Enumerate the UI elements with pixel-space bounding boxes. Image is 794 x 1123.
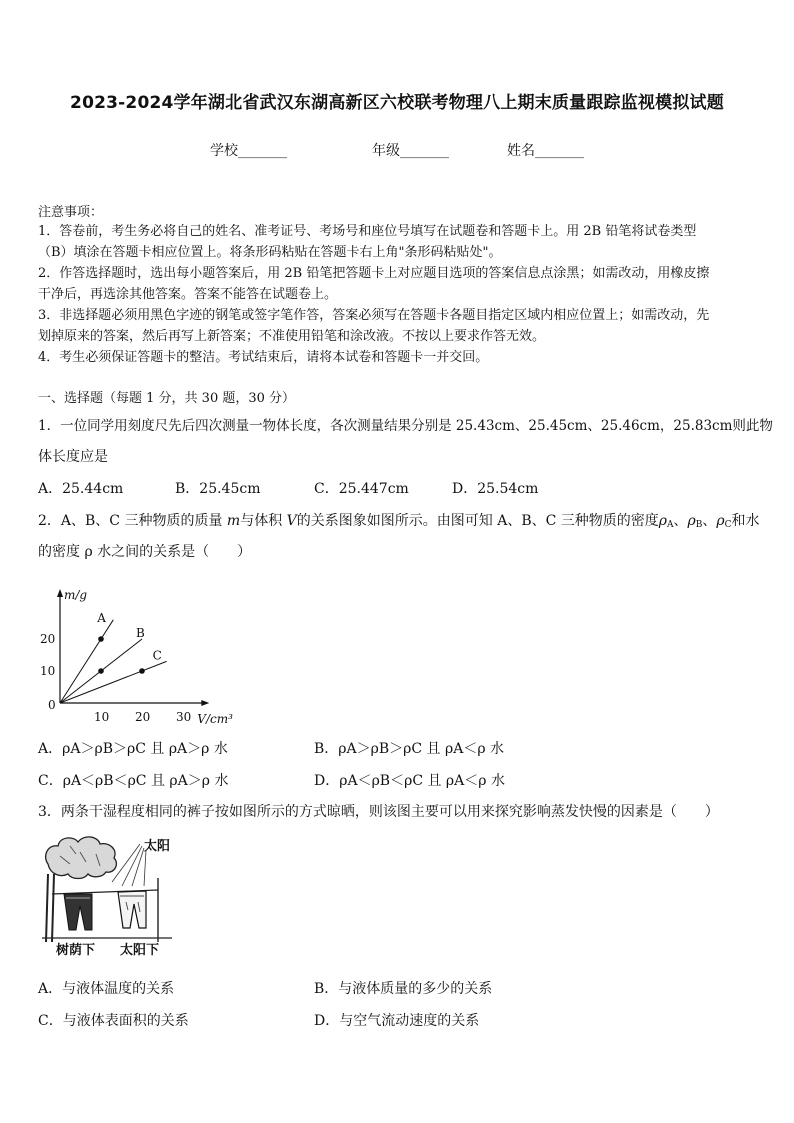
q2-sep: 、 — [702, 513, 717, 529]
notice-line: 4．考生必须保证答题卡的整洁。考试结束后，请将本试卷和答题卡一并交回。 — [38, 350, 489, 365]
series-line-c — [60, 661, 167, 703]
option-label: C． — [38, 773, 63, 789]
sun-ray — [144, 850, 146, 886]
q2-text-part: 的关系图象如图所示。由图可知 A、B、C 三种物质的密度 — [296, 513, 659, 529]
sunlight-label: 太阳下 — [120, 943, 160, 958]
q3-option-c: C．与液体表面积的关系 — [38, 1013, 189, 1029]
option-label: D． — [314, 773, 340, 789]
data-point-c — [139, 668, 145, 674]
pants-in-shade — [64, 894, 92, 930]
rho-symbol: ρ — [687, 513, 696, 529]
notice-line: 干净后，再选涂其他答案。答案不能答在试题卷上。 — [38, 287, 338, 302]
q2-sep: 、 — [673, 513, 688, 529]
option-label: B． — [314, 741, 339, 757]
rho-subscript: B — [695, 520, 703, 530]
q2-text-part: 和水 — [731, 513, 760, 529]
notice-line: 划掉原来的答案，然后再写上新答案；不准使用铅笔和涂改液。不按以上要求作答无效。 — [38, 329, 546, 344]
q1-option-b: B．25.45cm — [175, 481, 261, 497]
rho-symbol: ρ — [658, 513, 668, 529]
q1-option-a: A．25.44cm — [38, 481, 124, 497]
question-1-text-cont: 体长度应是 — [38, 449, 108, 465]
option-text: ρA＞ρB＞ρC 且 ρA＜ρ 水 — [338, 741, 505, 757]
question-2-text-cont: 的密度 ρ 水之间的关系是（ ） — [38, 544, 252, 560]
y-axis-arrow — [57, 589, 63, 597]
question-1-text: 1．一位同学用刻度尺先后四次测量一物体长度，各次测量结果分别是 25.43cm、25.45cm、25.46cm，25.83cm则此物 — [38, 418, 773, 434]
shade-label: 树荫下 — [56, 943, 96, 958]
origin-label: 0 — [48, 698, 56, 712]
q2-option-a — [38, 738, 228, 758]
school-field: 学校_______ — [210, 143, 287, 159]
notice-heading: 注意事项： — [38, 205, 104, 220]
grade-field: 年级_______ — [372, 143, 449, 159]
q2-option-d — [314, 770, 505, 790]
name-field: 姓名_______ — [507, 143, 584, 159]
option-text: ρA＞ρB＞ρC 且 ρA＞ρ 水 — [62, 741, 228, 757]
exam-title: 2023-2024学年湖北省武汉东湖高新区六校联考物理八上期末质量跟踪监视模拟试题 — [70, 93, 724, 113]
rho-subscript: C — [724, 520, 732, 530]
q2-text-part: 2．A、B、C 三种物质的质量 — [38, 513, 227, 529]
series-label-c: C — [152, 648, 162, 663]
q2-option-b — [314, 738, 504, 758]
x-axis-label: V/cm³ — [197, 712, 233, 726]
rho-subscript: A — [667, 520, 674, 530]
question-2-text — [38, 510, 760, 530]
pants-in-sun — [118, 891, 146, 928]
notice-line: 1．答卷前，考生务必将自己的姓名、准考证号、考场号和座位号填写在试题卷和答题卡上。用 2B 铅笔将试卷类型 — [38, 224, 697, 239]
x-tick-label: 10 — [94, 710, 110, 724]
q2-option-c — [38, 770, 228, 790]
question-3-text: 3．两条干湿程度相同的裤子按如图所示的方式晾晒，则该图主要可以用来探究影响蒸发快慢的因素是（ ） — [38, 804, 719, 820]
mass-volume-chart — [30, 570, 240, 730]
y-tick-label: 10 — [40, 664, 56, 678]
x-tick-label: 20 — [135, 710, 151, 724]
section-heading: 一、选择题（每题 1 分，共 30 题，30 分） — [38, 391, 296, 406]
tree-trunk — [46, 874, 54, 942]
drying-pants-figure — [40, 834, 180, 958]
option-text: ρA＜ρB＜ρC 且 ρA＞ρ 水 — [62, 773, 229, 789]
q1-option-c: C．25.447cm — [314, 481, 409, 497]
y-axis-label: m/g — [64, 588, 88, 602]
notice-line: （B）填涂在答题卡相应位置上。将条形码粘贴在答题卡右上角"条形码粘贴处"。 — [38, 245, 502, 260]
tree-canopy — [46, 837, 117, 879]
series-label-a: A — [97, 610, 106, 625]
rho-symbol: ρ — [716, 513, 725, 529]
q2-text-part: 与体积 — [240, 513, 287, 529]
series-line-a — [60, 620, 113, 703]
y-tick-label: 20 — [40, 632, 56, 646]
q3-option-b: B．与液体质量的多少的关系 — [314, 981, 493, 997]
series-label-b: B — [136, 626, 145, 640]
x-tick-label: 30 — [176, 710, 192, 724]
volume-symbol: V — [286, 513, 297, 529]
data-point-a — [98, 636, 104, 642]
q3-option-a: A．与液体温度的关系 — [38, 981, 175, 997]
data-point-b — [98, 668, 104, 674]
option-label: A． — [38, 741, 63, 757]
q3-option-d: D．与空气流动速度的关系 — [314, 1013, 480, 1029]
q1-option-d: D．25.54cm — [452, 481, 539, 497]
option-text: ρA＜ρB＜ρC 且 ρA＜ρ 水 — [339, 773, 505, 789]
notice-line: 3．非选择题必须用黑色字迹的钢笔或签字笔作答，答案必须写在答题卡各题目指定区域内相应位置上；如需改动，先 — [38, 308, 710, 323]
sun-ray — [122, 846, 142, 886]
x-axis-arrow — [201, 700, 209, 706]
sun-label: 太阳 — [144, 839, 171, 854]
mass-symbol: m — [226, 513, 241, 529]
notice-line: 2．作答选择题时，选出每小题答案后，用 2B 铅笔把答题卡上对应题目选项的答案信息点涂黑；如需改动，用橡皮擦 — [38, 266, 710, 281]
